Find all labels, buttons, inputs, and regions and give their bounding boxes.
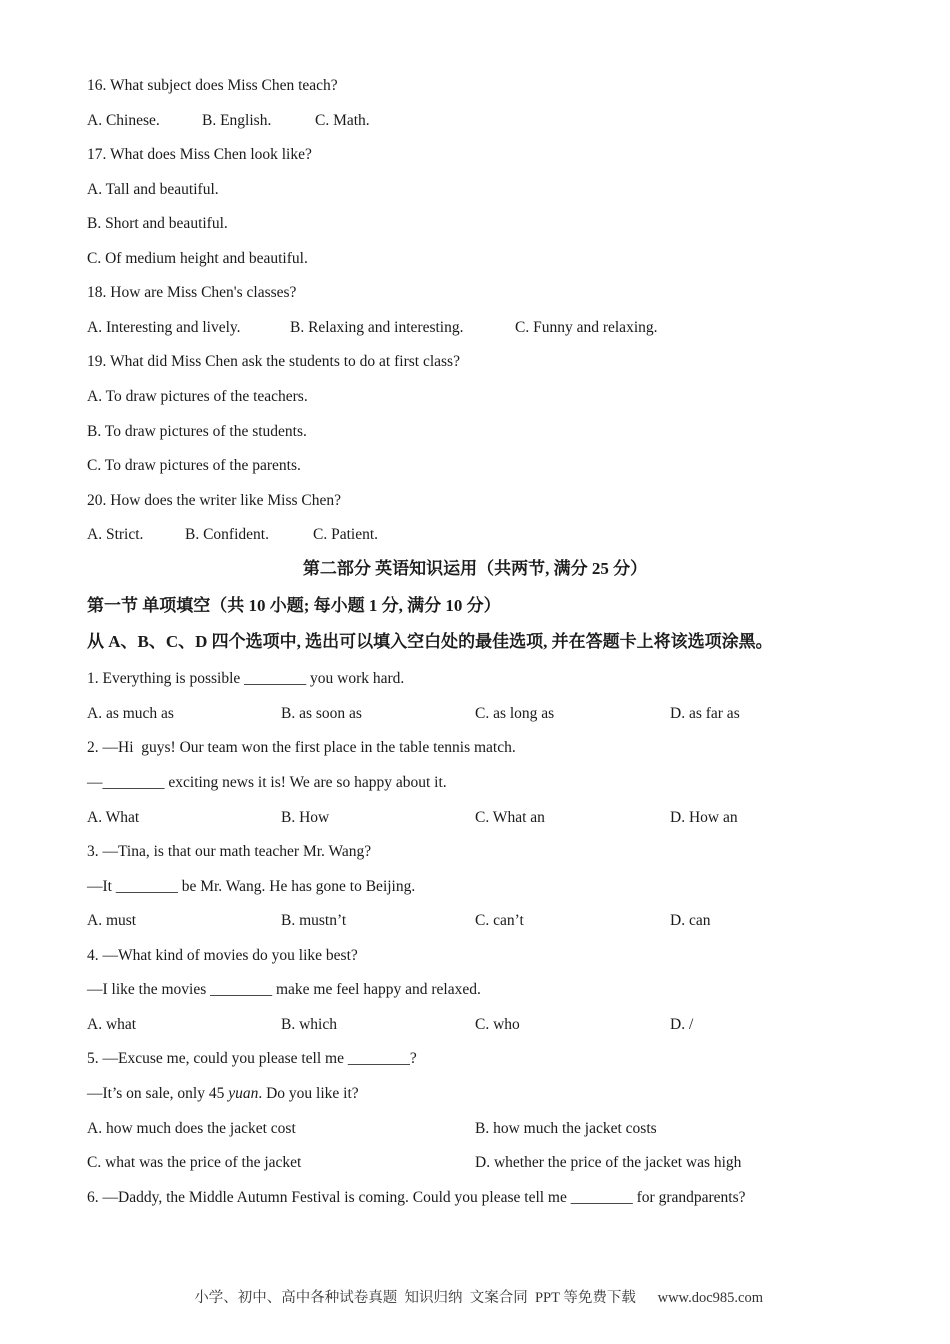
q19-option-b: B. To draw pictures of the students. <box>87 423 307 440</box>
p5-reply-post: . Do you like it? <box>258 1085 359 1102</box>
p5-reply-pre: —It’s on sale, only 45 <box>87 1085 229 1102</box>
p5-option-a: A. how much does the jacket cost <box>87 1120 296 1137</box>
q17-option-b: B. Short and beautiful. <box>87 215 228 232</box>
p5-option-d: D. whether the price of the jacket was high <box>475 1154 742 1171</box>
p4-option-d: D. / <box>670 1016 694 1033</box>
q20-option-c: C. Patient. <box>313 526 379 543</box>
q19-option-a: A. To draw pictures of the teachers. <box>87 388 308 405</box>
q17-option-c: C. Of medium height and beautiful. <box>87 250 308 267</box>
p3-option-b: B. mustn’t <box>281 912 347 929</box>
q18-option-c: C. Funny and relaxing. <box>515 319 658 336</box>
q16-stem: 16. What subject does Miss Chen teach? <box>87 77 338 94</box>
q20-stem: 20. How does the writer like Miss Chen? <box>87 492 341 509</box>
footer-text: 小学、初中、高中各种试卷真题 知识归纳 文案合同 PPT 等免费下载 <box>194 1290 636 1306</box>
p3-reply: —It ________ be Mr. Wang. He has gone to Beijing. <box>87 878 416 895</box>
p1-stem: 1. Everything is possible ________ you work hard. <box>87 670 405 687</box>
p4-option-a: A. what <box>87 1016 137 1033</box>
p5-option-b: B. how much the jacket costs <box>475 1120 657 1137</box>
p2-reply: —________ exciting news it is! We are so happy about it. <box>87 774 447 791</box>
p3-option-c: C. can’t <box>475 912 524 929</box>
page-footer <box>0 1269 950 1307</box>
part2-title: 第二部分 英语知识运用（共两节, 满分 25 分） <box>302 559 648 578</box>
q20-option-b: B. Confident. <box>185 526 269 543</box>
q16-option-a: A. Chinese. <box>87 112 160 129</box>
p3-stem: 3. —Tina, is that our math teacher Mr. Wang? <box>87 843 372 860</box>
p4-option-c: C. who <box>475 1016 520 1033</box>
section1-title: 第一节 单项填空（共 10 小题; 每小题 1 分, 满分 10 分） <box>87 596 501 615</box>
p1-option-c: C. as long as <box>475 705 555 722</box>
p4-stem: 4. —What kind of movies do you like best? <box>87 947 358 964</box>
p2-stem: 2. —Hi guys! Our team won the first place in the table tennis match. <box>87 739 516 756</box>
p1-option-d: D. as far as <box>670 705 740 722</box>
q18-stem: 18. How are Miss Chen's classes? <box>87 284 297 301</box>
q16-option-b: B. English. <box>202 112 272 129</box>
p3-option-d: D. can <box>670 912 711 929</box>
p1-option-a: A. as much as <box>87 705 174 722</box>
footer-url[interactable]: www.doc985.com <box>657 1290 763 1306</box>
q19-option-c: C. To draw pictures of the parents. <box>87 457 301 474</box>
q17-stem: 17. What does Miss Chen look like? <box>87 146 312 163</box>
p2-option-d: D. How an <box>670 809 738 826</box>
q20-option-a: A. Strict. <box>87 526 144 543</box>
q17-option-a: A. Tall and beautiful. <box>87 181 219 198</box>
p5-option-c: C. what was the price of the jacket <box>87 1154 302 1171</box>
p6-stem: 6. —Daddy, the Middle Autumn Festival is coming. Could you please tell me ________ for grandparents? <box>87 1189 746 1206</box>
q16-option-c: C. Math. <box>315 112 370 129</box>
p2-option-b: B. How <box>281 809 330 826</box>
q18-option-a: A. Interesting and lively. <box>87 319 241 336</box>
p5-reply-italic: yuan <box>228 1085 259 1102</box>
p2-option-a: A. What <box>87 809 140 826</box>
q19-stem: 19. What did Miss Chen ask the students to do at first class? <box>87 353 460 370</box>
p2-option-c: C. What an <box>475 809 545 826</box>
p4-reply: —I like the movies ________ make me feel happy and relaxed. <box>87 981 481 998</box>
p3-option-a: A. must <box>87 912 137 929</box>
p5-stem: 5. —Excuse me, could you please tell me ________? <box>87 1050 417 1067</box>
p5-reply <box>87 1084 359 1104</box>
p1-option-b: B. as soon as <box>281 705 362 722</box>
q18-option-b: B. Relaxing and interesting. <box>290 319 464 336</box>
p4-option-b: B. which <box>281 1016 337 1033</box>
section1-instruction: 从 A、B、C、D 四个选项中, 选出可以填入空白处的最佳选项, 并在答题卡上将该选项涂黑。 <box>87 632 773 651</box>
